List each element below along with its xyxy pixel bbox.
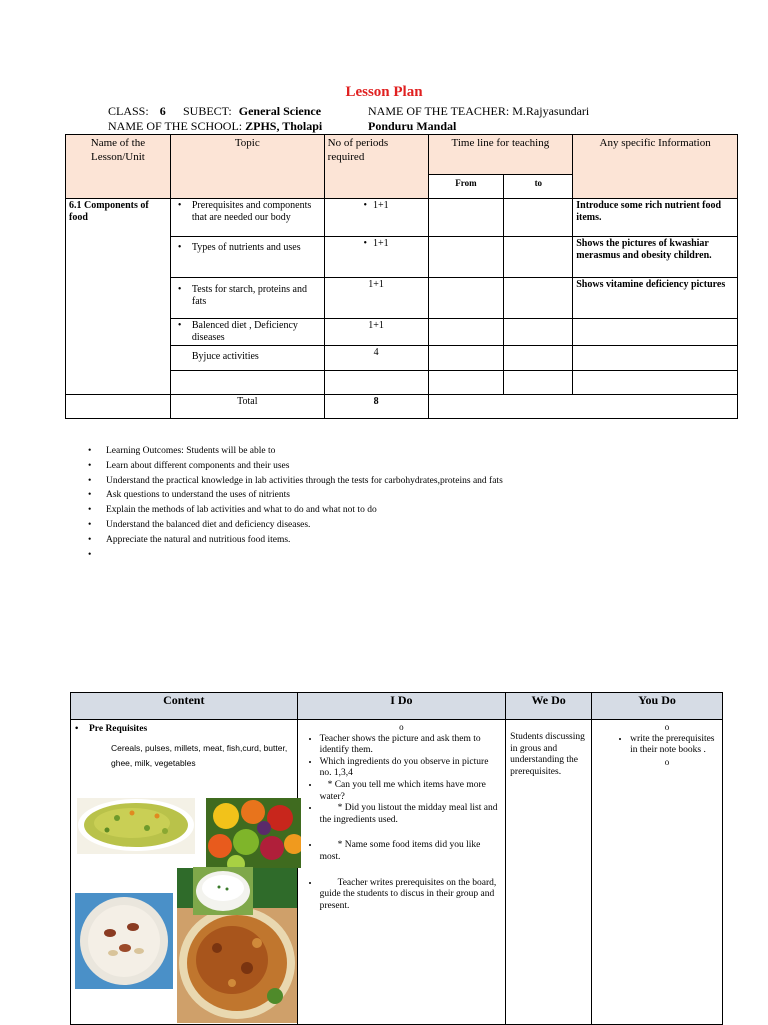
col-content-header: Content	[71, 693, 298, 720]
periods-cell: 4	[324, 346, 428, 371]
info-cell: Shows vitamine deficiency pictures	[573, 278, 738, 319]
fruits-vegetables-image	[206, 798, 301, 868]
list-item: • * Name some food items did you like most.	[320, 840, 502, 863]
list-item: • Appreciate the natural and nutritious food items.	[88, 533, 503, 548]
circle-mark: o	[664, 756, 670, 767]
list-item: • Understand the balanced diet and deficiency diseases.	[88, 518, 503, 533]
list-item: • Which ingredients do you observe in picture no. 1,3,4	[320, 757, 502, 780]
info-cell	[573, 346, 738, 371]
school-field: NAME OF THE SCHOOL: ZPHS, Tholapi	[108, 119, 323, 133]
kheer-image	[75, 893, 173, 989]
info-cell	[573, 319, 738, 346]
list-item: • * Can you tell me which items have more water?	[320, 780, 502, 803]
curd-image	[193, 867, 253, 915]
topic-cell: Balenced diet , Deficiency diseases	[191, 320, 298, 343]
list-item: • Explain the methods of lab activities and what to do and what not to do	[88, 503, 503, 518]
list-item: • write the prerequisites in their note books .	[630, 734, 718, 757]
list-item: • Learn about different components and their uses	[88, 459, 503, 474]
page-title: Lesson Plan	[345, 84, 423, 100]
i-do-cell	[297, 720, 506, 1025]
col-timeline-header: Time line for teaching	[428, 135, 573, 175]
list-item	[88, 548, 503, 562]
col-you-do-header: You Do	[592, 693, 723, 720]
content-cell: • Pre Requisites Cereals, pulses, millets, meat, fish,curd, butter, ghee, milk, vegetables	[71, 720, 298, 1025]
table-row: 6.1 Components of food • Prerequisites and components that are needed our body • 1+1 Introduce some rich nutrient food items.	[66, 199, 738, 237]
topic-cell: Tests for starch, proteins and fats	[191, 284, 307, 307]
topic-cell: Types of nutrients and uses	[191, 242, 301, 253]
circle-mark: o	[664, 722, 670, 732]
list-item: • Learning Outcomes: Students will be able to	[88, 444, 503, 459]
prereq-items: Cereals, pulses, millets, meat, fish,curd, butter, ghee, milk, vegetables	[111, 742, 288, 768]
list-item: • Teacher shows the picture and ask them to identify them.	[320, 734, 502, 757]
periods-cell: 1+1	[373, 200, 389, 211]
we-do-cell: Students discussing in grous and understanding the prerequisites.	[506, 720, 592, 1025]
total-label: Total	[170, 395, 324, 419]
table-row: • Types of nutrients and uses • 1+1 Shows the pictures of kwashiar merasmus and obesity children.	[66, 237, 738, 278]
list-item: • Teacher writes prerequisites on the board, guide the students to discus in their group and present.	[320, 878, 502, 913]
col-topic-header: Topic	[170, 135, 324, 199]
subject-field: SUBECT: General Science	[183, 104, 322, 118]
periods-cell: 1+1	[373, 238, 389, 249]
circle-mark: o	[399, 722, 404, 732]
col-from-header: From	[428, 175, 504, 199]
topic-cell: Byjuce activities	[170, 346, 324, 371]
info-cell: Shows the pictures of kwashiar merasmus and obesity children.	[573, 237, 738, 278]
teacher-field: NAME OF THE TEACHER: M.Rajyasundari	[368, 104, 590, 118]
periods-cell: 1+1	[324, 278, 428, 319]
mandal-field: Ponduru Mandal	[368, 119, 457, 133]
list-item: • * Did you listout the midday meal list and the ingredients used.	[320, 803, 502, 826]
class-label: CLASS: 6	[108, 104, 166, 118]
total-row	[66, 395, 738, 419]
list-item: • Ask questions to understand the uses of nitrients	[88, 488, 503, 503]
col-we-do-header: We Do	[506, 693, 592, 720]
col-periods-header: No of periods required	[324, 135, 428, 199]
lesson-plan-table	[65, 134, 738, 419]
topic-cell: Prerequisites and components that are needed our body	[191, 200, 312, 223]
list-item: • Understand the practical knowledge in lab activities through the tests for carbohydrates,proteins and fats	[88, 474, 503, 489]
col-info-header: Any specific Information	[573, 135, 738, 199]
col-to-header: to	[504, 175, 573, 199]
you-do-cell	[592, 720, 723, 1025]
learning-outcomes-list	[88, 444, 503, 562]
prereq-heading: Pre Requisites	[89, 724, 148, 734]
pulao-image	[77, 798, 195, 854]
lesson-name: 6.1 Components of food	[66, 199, 171, 395]
info-cell: Introduce some rich nutrient food items.	[573, 199, 738, 237]
col-lesson-header: Name of the Lesson/Unit	[66, 135, 171, 199]
col-i-do-header: I Do	[297, 693, 506, 720]
total-value: 8	[324, 395, 428, 419]
periods-cell: 1+1	[324, 319, 428, 346]
